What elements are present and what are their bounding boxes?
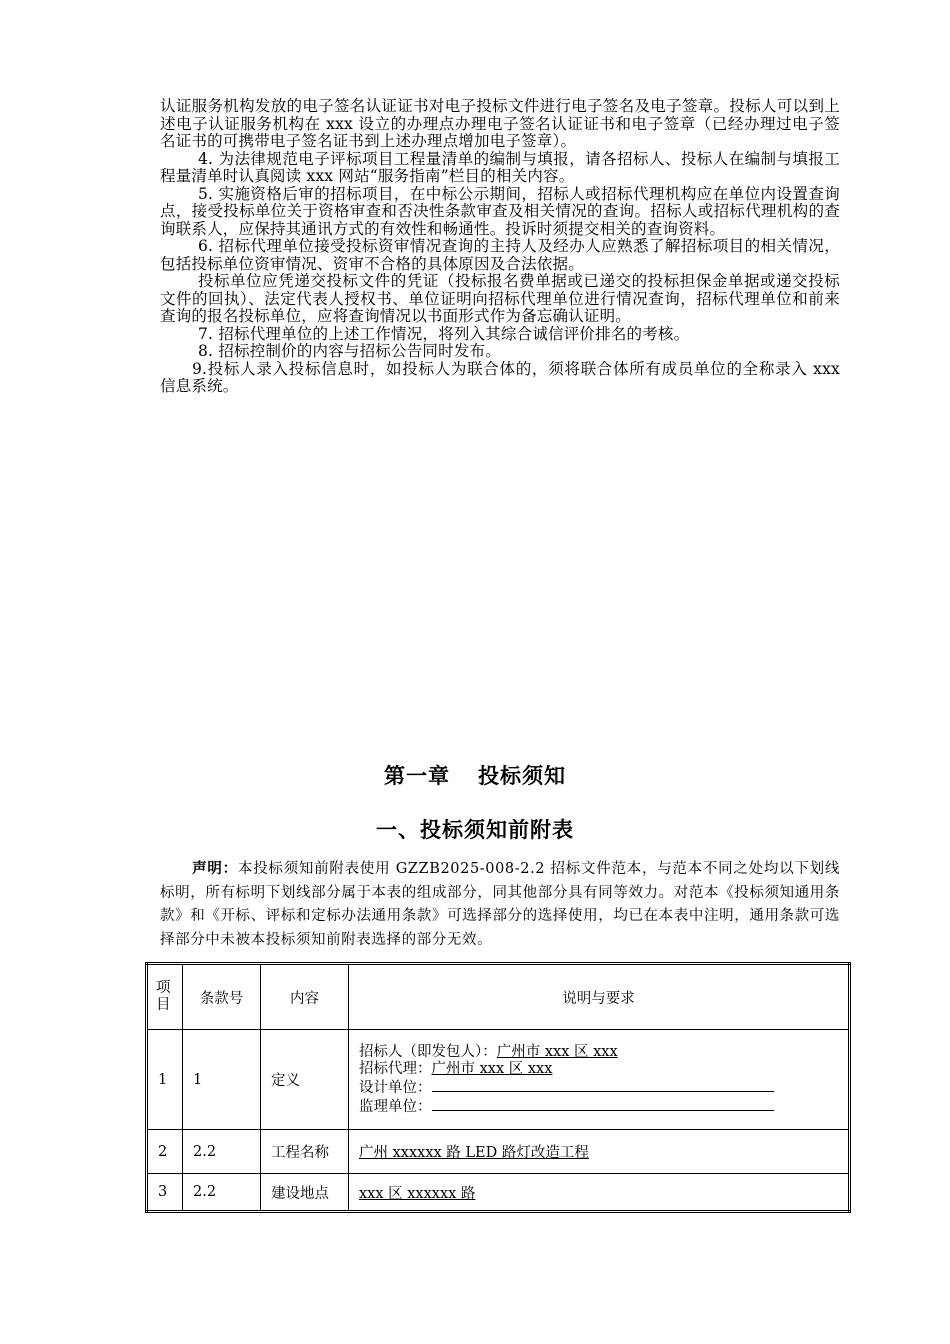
field-label: 招标人（即发包人）： — [359, 1043, 497, 1060]
section-title: 一、投标须知前附表 — [376, 817, 574, 842]
chapter-title — [0, 760, 950, 790]
paragraph: 9.投标人录入投标信息时，如投标人为联合体的，须将联合体所有成员单位的全称录入 xxx 信息系统。 — [160, 359, 840, 395]
chapter-name: 投标须知 — [478, 763, 566, 788]
field-label: 监理单位： — [359, 1098, 432, 1115]
cell-content: 建设地点 — [261, 1174, 349, 1212]
paragraph: 认证服务机构发放的电子签名认证证书对电子投标文件进行电子签名及电子签章。投标人可以到上述电子认证服务机构在 xxx 设立的办理点办理电子签名认证证书和电子签章（已经办理过电子签名证书的可携带电子签名证书到上述办理点增加电子签章）。 — [160, 97, 840, 150]
field-label: 招标代理： — [359, 1060, 432, 1077]
blank-line — [432, 1097, 774, 1111]
header-content: 内容 — [261, 964, 349, 1030]
field-value: xxx 区 xxxxxx 路 — [359, 1185, 476, 1202]
cell-content: 工程名称 — [261, 1130, 349, 1174]
paragraph: 8. 招标控制价的内容与招标公告同时发布。 — [198, 342, 501, 360]
statement-lead: 声明： — [192, 860, 238, 877]
statement-text: 本投标须知前附表使用 GZZB2025-008-2.2 招标文件范本，与范本不同之处均以下划线标明，所有标明下划线部分属于本表的组成部分，同其他部分具有同等效力。对范本《投标须知通用条款》和《开标、评标和定标办法通用条款》可选择部分的选择使用，均已在本表中注明，通用条款可选择部分中未被本投标须知前附表选择的部分无效。 — [160, 861, 840, 948]
cell-desc — [349, 1174, 850, 1212]
header-item: 项目 — [147, 964, 183, 1030]
cell-desc — [349, 1030, 850, 1130]
field-label: 设计单位： — [359, 1079, 432, 1096]
cell-item: 3 — [147, 1174, 183, 1212]
paragraph: 5. 实施资格后审的招标项目，在中标公示期间，招标人或招标代理机构应在单位内设置查询点，接受投标单位关于资格审查和否决性条款审查及相关情况的查询。招标人或招标代理机构的查询联系人，应保持其通讯方式的有效性和畅通性。投诉时须提交相关的查询资料。 — [160, 184, 840, 238]
cell-clause: 2.2 — [183, 1130, 261, 1174]
body-text — [160, 98, 840, 396]
field-value: 广州 xxxxxx 路 LED 路灯改造工程 — [359, 1145, 589, 1161]
field-value: 广州市 xxx 区 xxx — [431, 1060, 553, 1077]
cell-item: 2 — [147, 1130, 183, 1174]
paragraph: 6. 招标代理单位接受投标资审情况查询的主持人及经办人应熟悉了解招标项目的相关情况，包括投标单位资审情况、资审不合格的具体原因及合法依据。 — [160, 237, 840, 273]
header-desc: 说明与要求 — [349, 964, 850, 1030]
blank-line — [432, 1078, 774, 1092]
cell-desc — [349, 1130, 850, 1174]
header-clause: 条款号 — [183, 964, 261, 1030]
table-row — [147, 1030, 850, 1130]
field-value: 广州市 xxx 区 xxx — [496, 1043, 618, 1060]
table-header-row — [147, 964, 850, 1030]
cell-item: 1 — [147, 1030, 183, 1130]
cell-clause: 1 — [183, 1030, 261, 1130]
cell-content: 定义 — [261, 1030, 349, 1130]
cell-clause: 2.2 — [183, 1174, 261, 1212]
table-row — [147, 1174, 850, 1212]
paragraph: 投标单位应凭递交投标文件的凭证（投标报名费单据或已递交的投标担保金单据或递交投标文件的回执）、法定代表人授权书、单位证明向招标代理单位进行情况查询，招标代理单位和前来查询的报名投标单位，应将查询情况以书面形式作为备忘确认证明。 — [160, 272, 840, 325]
chapter-number: 第一章 — [384, 763, 450, 788]
table-row — [147, 1130, 850, 1174]
paragraph: 7. 招标代理单位的上述工作情况，将列入其综合诚信评价排名的考核。 — [198, 324, 690, 343]
paragraph: 4. 为法律规范电子评标项目工程量清单的编制与填报，请各招标人、投标人在编制与填报工程量清单时认真阅读 xxx 网站“服务指南”栏目的相关内容。 — [160, 149, 840, 185]
annex-table — [145, 962, 851, 1213]
statement — [160, 857, 840, 952]
